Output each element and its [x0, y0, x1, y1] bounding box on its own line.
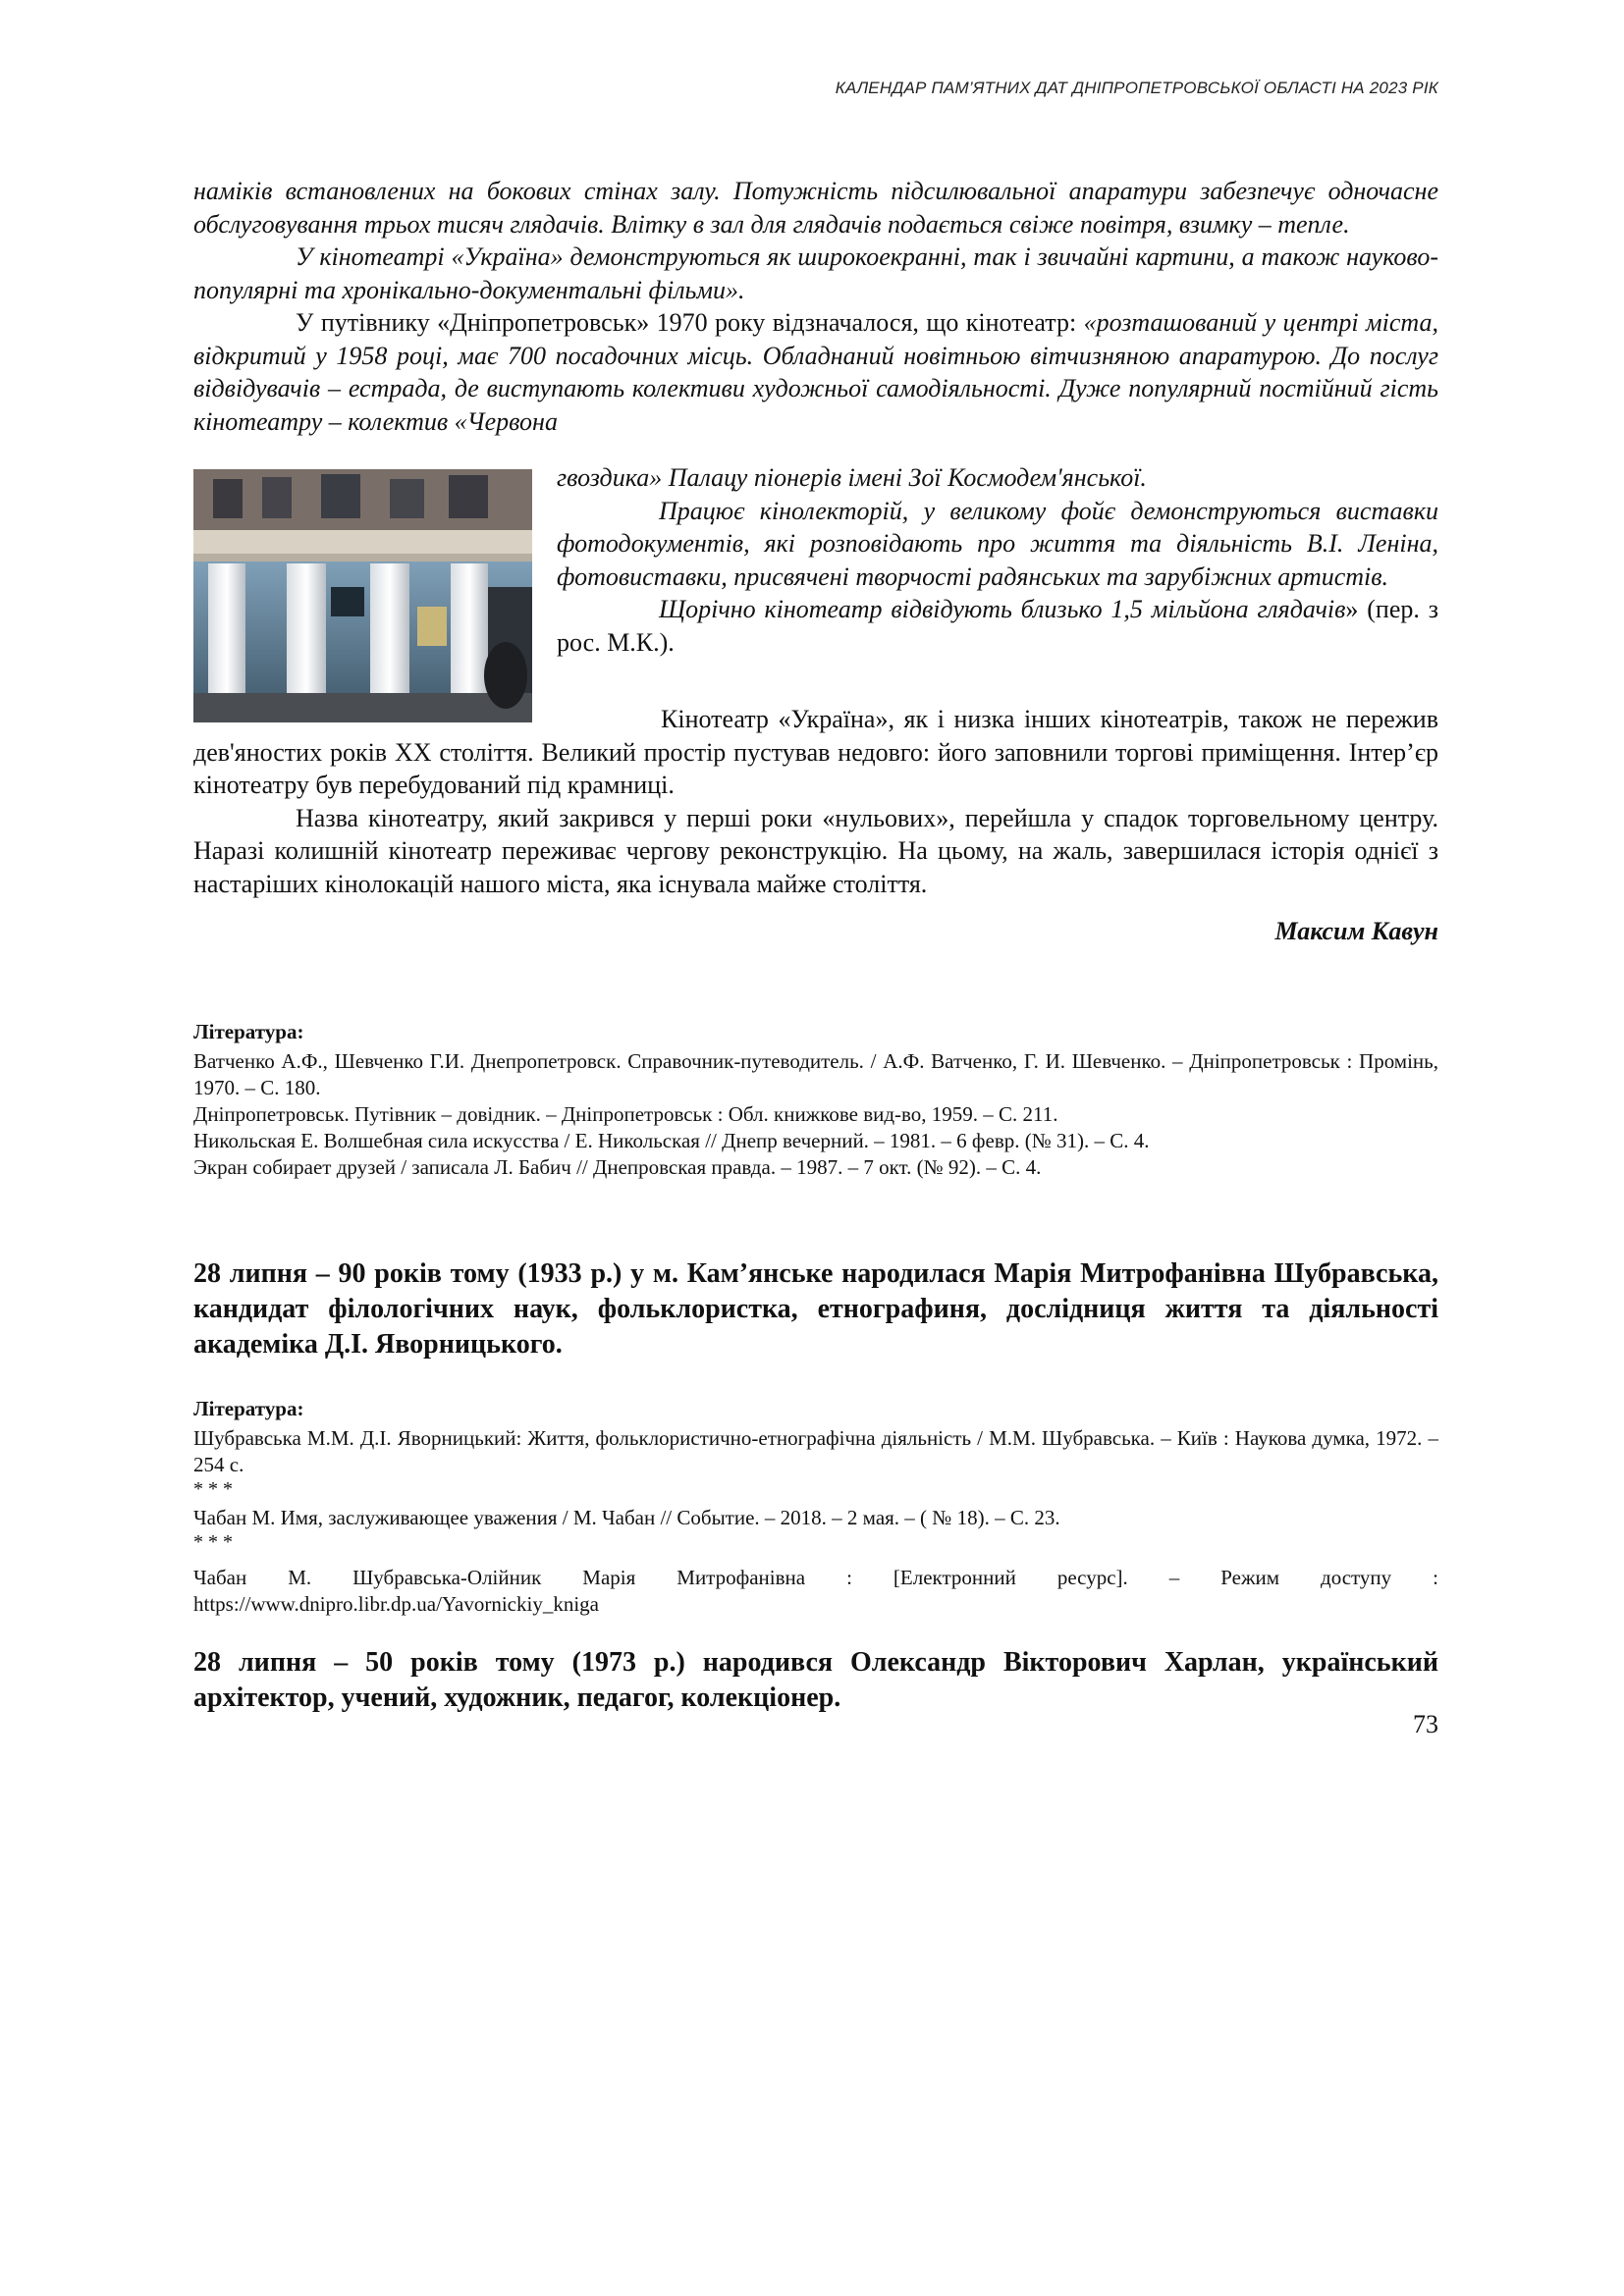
article-bottom: [193, 703, 1438, 946]
author-signature: Максим Кавун: [1274, 917, 1438, 945]
literature-list-2: [193, 1396, 1438, 1618]
paragraph-5-quote: Щорічно кінотеатр відвідують близько 1,5 мільйона глядачів: [659, 595, 1346, 623]
event-heading-2: 28 липня – 50 років тому (1973 р.) народився Олександр Вікторович Харлан, український архітектор, учений, художник, педагог, колекціонер.: [193, 1647, 1438, 1713]
text-beside-photo: [557, 461, 1438, 659]
paragraph-3-continued: гвоздика» Палацу піонерів імені Зої Космодем'янської.: [557, 463, 1147, 492]
paragraph-3-plain: У путівнику «Дніпропетровськ» 1970 року відзначалося, що кінотеатр:: [296, 308, 1084, 337]
literature-item: Чабан М. Шубравська-Олійник Марія Митрофанівна : [Електронний ресурс]. – Режим доступу : https://www.dnipro.libr.dp.ua/Yavornickiy_kniga: [193, 1566, 1438, 1616]
article-top: [193, 175, 1438, 438]
event-heading-1: 28 липня – 90 років тому (1933 р.) у м. Кам’янське народилася Марія Митрофанівна Шубравська, кандидат філологічних наук, фольклористка, етнографиня, дослідниця життя та діяльності академіка Д.І. Яворницького.: [193, 1258, 1438, 1360]
literature-item: Чабан М. Имя, заслуживающее уважения / М. Чабан // Событие. – 2018. – 2 мая. – ( № 18). – С. 23.: [193, 1506, 1060, 1529]
literature-item: Дніпропетровськ. Путівник – довідник. – Дніпропетровськ : Обл. книжкове вид-во, 1959. – С. 211.: [193, 1102, 1058, 1126]
paragraph-5: [557, 593, 1438, 659]
paragraph-3: [193, 306, 1438, 438]
separator-stars: * * *: [193, 1478, 233, 1500]
separator-stars: * * *: [193, 1531, 233, 1553]
paragraph-7: Назва кінотеатру, який закрився у перші роки «нульових», перейшла у спадок торговельному центру. Наразі колишній кінотеатр переживає чергову реконструкцію. На цьому, на жаль, завершилася історія однієї з настаріших кінолокацій нашого міста, яка існувала майже століття.: [193, 803, 1438, 898]
literature-item: Ватченко А.Ф., Шевченко Г.И. Днепропетровск. Справочник-путеводитель. / А.Ф. Ватченко, Г. И. Шевченко. – Дніпропетровськ : Промінь, 1970. – С. 180.: [193, 1049, 1438, 1099]
paragraph-5-note: » (пер. з рос. М.К.).: [557, 595, 1438, 657]
literature-item: Экран собирает друзей / записала Л. Бабич // Днепровская правда. – 1987. – 7 окт. (№ 92). – С. 4.: [193, 1155, 1042, 1179]
literature-item: Никольская Е. Волшебная сила искусства / Е. Никольская // Днепр вечерний. – 1981. – 6 февр. (№ 31). – С. 4.: [193, 1129, 1150, 1152]
paragraph-6: Кінотеатр «Україна», як і низка інших кінотеатрів, також не пережив дев'яностих років ХХ століття. Великий простір пустував недовго: його заповнили торгові приміщення. Інтер’єр кінотеатру був перебудований під крамниці.: [193, 705, 1438, 799]
literature-list-1: [193, 1019, 1438, 1181]
paragraph-2: У кінотеатрі «Україна» демонструються як широкоекранні, так і звичайні картини, а також науково-популярні та хронікально-документальні фільми».: [193, 242, 1438, 304]
running-header: КАЛЕНДАР ПАМ’ЯТНИХ ДАТ ДНІПРОПЕТРОВСЬКОЇ ОБЛАСТІ НА 2023 РІК: [835, 79, 1438, 97]
paragraph-1: наміків встановлених на бокових стінах залу. Потужність підсилювальної апаратури забезпечує одночасне обслуговування трьох тисяч глядачів. Влітку в зал для глядачів подається свіже повітря, взимку – тепле.: [193, 177, 1438, 239]
paragraph-3-quote: «розташований у центрі міста, відкритий у 1958 році, має 700 посадочних місць. Обладнаний новітньою вітчизняною апаратурою. До послуг відвідувачів – естрада, де виступають колективи художньої самодіяльності. Дуже популярний постійний гість кінотеатру – колектив «Червона: [193, 308, 1438, 436]
cinema-photo: [193, 469, 532, 722]
literature-heading: Література:: [193, 1020, 304, 1043]
page-number: 73: [1413, 1710, 1438, 1738]
paragraph-4: Працює кінолекторій, у великому фойє демонструються виставки фотодокументів, які розповідають про життя та діяльність В.І. Леніна, фотовиставки, присвячені творчості радянських та зарубіжних артистів.: [557, 496, 1438, 591]
literature-heading: Література:: [193, 1397, 304, 1420]
literature-item: Шубравська М.М. Д.І. Яворницький: Життя, фольклористично-етнографічна діяльність / М.М. Шубравська. – Київ : Наукова думка, 1972. – 254 с.: [193, 1426, 1438, 1476]
cinema-building-image: [193, 469, 532, 722]
